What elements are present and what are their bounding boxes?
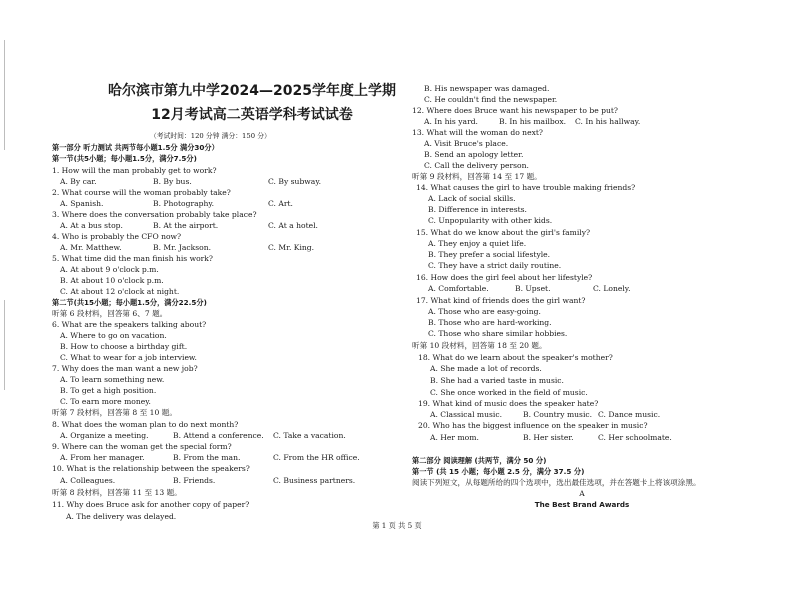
option-c: C. What to wear for a job interview. — [60, 353, 197, 362]
option-c: C. At a hotel. — [268, 221, 318, 230]
option-c: C. Take a vacation. — [273, 431, 346, 440]
part2-section1-heading: 第一节 (共 15 小题；每小题 2.5 分，满分 37.5 分) — [412, 467, 585, 476]
option-c: C. They have a strict daily routine. — [428, 261, 562, 270]
option-c: C. Mr. King. — [268, 243, 315, 252]
question-stem: 7. Why does the man want a new job? — [52, 364, 198, 373]
question-stem: 3. Where does the conversation probably take place? — [52, 210, 257, 219]
question-stem: 20. Who has the biggest influence on the speaker in music? — [418, 421, 648, 430]
option-b: B. Country music. — [523, 410, 593, 419]
option-c: C. Lonely. — [593, 284, 631, 293]
option-a: A. Lack of social skills. — [428, 194, 516, 203]
question-stem: 13. What will the woman do next? — [412, 128, 543, 137]
option-a: A. She made a lot of records. — [430, 364, 542, 373]
option-c: C. In his hallway. — [575, 117, 641, 126]
option-c: C. He couldn't find the newspaper. — [424, 95, 558, 104]
question-stem: 9. Where can the woman get the special form? — [52, 442, 232, 451]
option-b: B. Attend a conference. — [173, 431, 264, 440]
option-a: A. They enjoy a quiet life. — [428, 239, 527, 248]
option-b: B. Difference in interests. — [428, 205, 527, 214]
question-stem: 14. What causes the girl to have trouble making friends? — [416, 183, 636, 192]
listening-instruction: 听第 10 段材料，回答第 18 至 20 题。 — [412, 341, 547, 350]
option-b: B. His newspaper was damaged. — [424, 84, 550, 93]
listening-instruction: 听第 7 段材料，回答第 8 至 10 题。 — [52, 408, 177, 417]
question-stem: 17. What kind of friends does the girl want? — [416, 296, 586, 305]
question-stem: 11. Why does Bruce ask for another copy of paper? — [52, 500, 250, 509]
option-c: C. Dance music. — [598, 410, 661, 419]
option-b: B. At about 10 o'clock p.m. — [60, 276, 164, 285]
option-b: B. At the airport. — [153, 221, 219, 230]
option-b: B. Send an apology letter. — [424, 150, 524, 159]
option-c: C. Business partners. — [273, 476, 356, 485]
option-a: A. At about 9 o'clock p.m. — [60, 265, 159, 274]
question-stem: 19. What kind of music does the speaker hate? — [418, 399, 599, 408]
question-stem: 18. What do we learn about the speaker's mother? — [418, 353, 613, 362]
scan-edge-line — [4, 40, 5, 150]
option-a: A. Classical music. — [430, 410, 503, 419]
question-stem: 16. How does the girl feel about her lifestyle? — [416, 273, 593, 282]
option-a: A. From her manager. — [60, 453, 145, 462]
option-a: A. In his yard. — [424, 117, 478, 126]
option-b: B. Friends. — [173, 476, 216, 485]
option-b: B. In his mailbox. — [499, 117, 567, 126]
option-c: C. Unpopularity with other kids. — [428, 216, 553, 225]
section2-heading: 第二节(共15小题；每小题1.5分，满分22.5分) — [52, 298, 207, 307]
option-c: C. Call the delivery person. — [424, 161, 529, 170]
question-stem: 2. What course will the woman probably take? — [52, 188, 231, 197]
option-a: A. By car. — [60, 177, 97, 186]
option-a: A. Comfortable. — [428, 284, 489, 293]
question-stem: 8. What does the woman plan to do next month? — [52, 420, 239, 429]
question-stem: 12. Where does Bruce want his newspaper to be put? — [412, 106, 618, 115]
option-c: C. At about 12 o'clock at night. — [60, 287, 180, 296]
exam-title-line1: 哈尔滨市第九中学2024—2025学年度上学期 — [108, 83, 396, 99]
part2-heading: 第二部分 阅读理解 (共两节，满分 50 分) — [412, 456, 547, 465]
listening-instruction: 听第 6 段材料，回答第 6、7 题。 — [52, 309, 168, 318]
passage-title: The Best Brand Awards — [534, 500, 630, 509]
option-a: A. Where to go on vacation. — [60, 331, 167, 340]
option-b: B. Those who are hard-working. — [428, 318, 552, 327]
option-b: B. To get a high position. — [60, 386, 157, 395]
option-a: A. Her mom. — [430, 433, 479, 442]
passage-letter: A — [579, 489, 585, 498]
option-a: A. The delivery was delayed. — [66, 512, 177, 521]
option-b: B. How to choose a birthday gift. — [60, 342, 188, 351]
question-stem: 6. What are the speakers talking about? — [52, 320, 207, 329]
option-c: C. She once worked in the field of music. — [430, 388, 588, 397]
option-c: C. To earn more money. — [60, 397, 151, 406]
option-a: A. Visit Bruce's place. — [424, 139, 509, 148]
option-b: B. They prefer a social lifestyle. — [428, 250, 551, 259]
part1-heading: 第一部分 听力测试 共两节每小题1.5分 满分30分） — [52, 143, 219, 152]
reading-instructions: 阅读下列短文，从每题所给的四个选项中，选出最佳选项，并在答题卡上将该项涂黑。 — [412, 478, 701, 487]
question-stem: 4. Who is probably the CFO now? — [52, 232, 182, 241]
scan-edge-line — [4, 300, 5, 390]
option-b: B. Her sister. — [523, 433, 574, 442]
listening-instruction: 听第 9 段材料，回答第 14 至 17 题。 — [412, 172, 542, 181]
section1-heading: 第一节(共5小题；每小题1.5分，满分7.5分) — [52, 154, 197, 163]
exam-title-line2: 12月考试高二英语学科考试试卷 — [151, 107, 353, 123]
question-stem: 15. What do we know about the girl's family? — [416, 228, 591, 237]
option-a: A. Colleagues. — [60, 476, 116, 485]
exam-info: （考试时间：120 分钟 满分：150 分） — [150, 132, 271, 140]
option-c: C. By subway. — [268, 177, 322, 186]
question-stem: 10. What is the relationship between the speakers? — [52, 464, 250, 473]
option-b: B. She had a varied taste in music. — [430, 376, 564, 385]
option-c: C. Art. — [268, 199, 293, 208]
option-c: C. Those who share similar hobbies. — [428, 329, 568, 338]
listening-instruction: 听第 8 段材料，回答第 11 至 13 题。 — [52, 488, 182, 497]
question-stem: 5. What time did the man finish his work? — [52, 254, 213, 263]
option-a: A. Organize a meeting. — [60, 431, 149, 440]
option-b: B. From the man. — [173, 453, 241, 462]
option-a: A. At a bus stop. — [60, 221, 123, 230]
option-b: B. Mr. Jackson. — [153, 243, 212, 252]
option-a: A. Those who are easy-going. — [428, 307, 541, 316]
option-c: C. From the HR office. — [273, 453, 360, 462]
question-stem: 1. How will the man probably get to work? — [52, 166, 217, 175]
option-b: B. Upset. — [515, 284, 551, 293]
option-c: C. Her schoolmate. — [598, 433, 672, 442]
option-a: A. Mr. Matthew. — [60, 243, 122, 252]
option-b: B. By bus. — [153, 177, 192, 186]
option-a: A. Spanish. — [60, 199, 104, 208]
page-number: 第 1 页 共 5 页 — [372, 521, 422, 530]
option-a: A. To learn something new. — [60, 375, 165, 384]
option-b: B. Photography. — [153, 199, 215, 208]
